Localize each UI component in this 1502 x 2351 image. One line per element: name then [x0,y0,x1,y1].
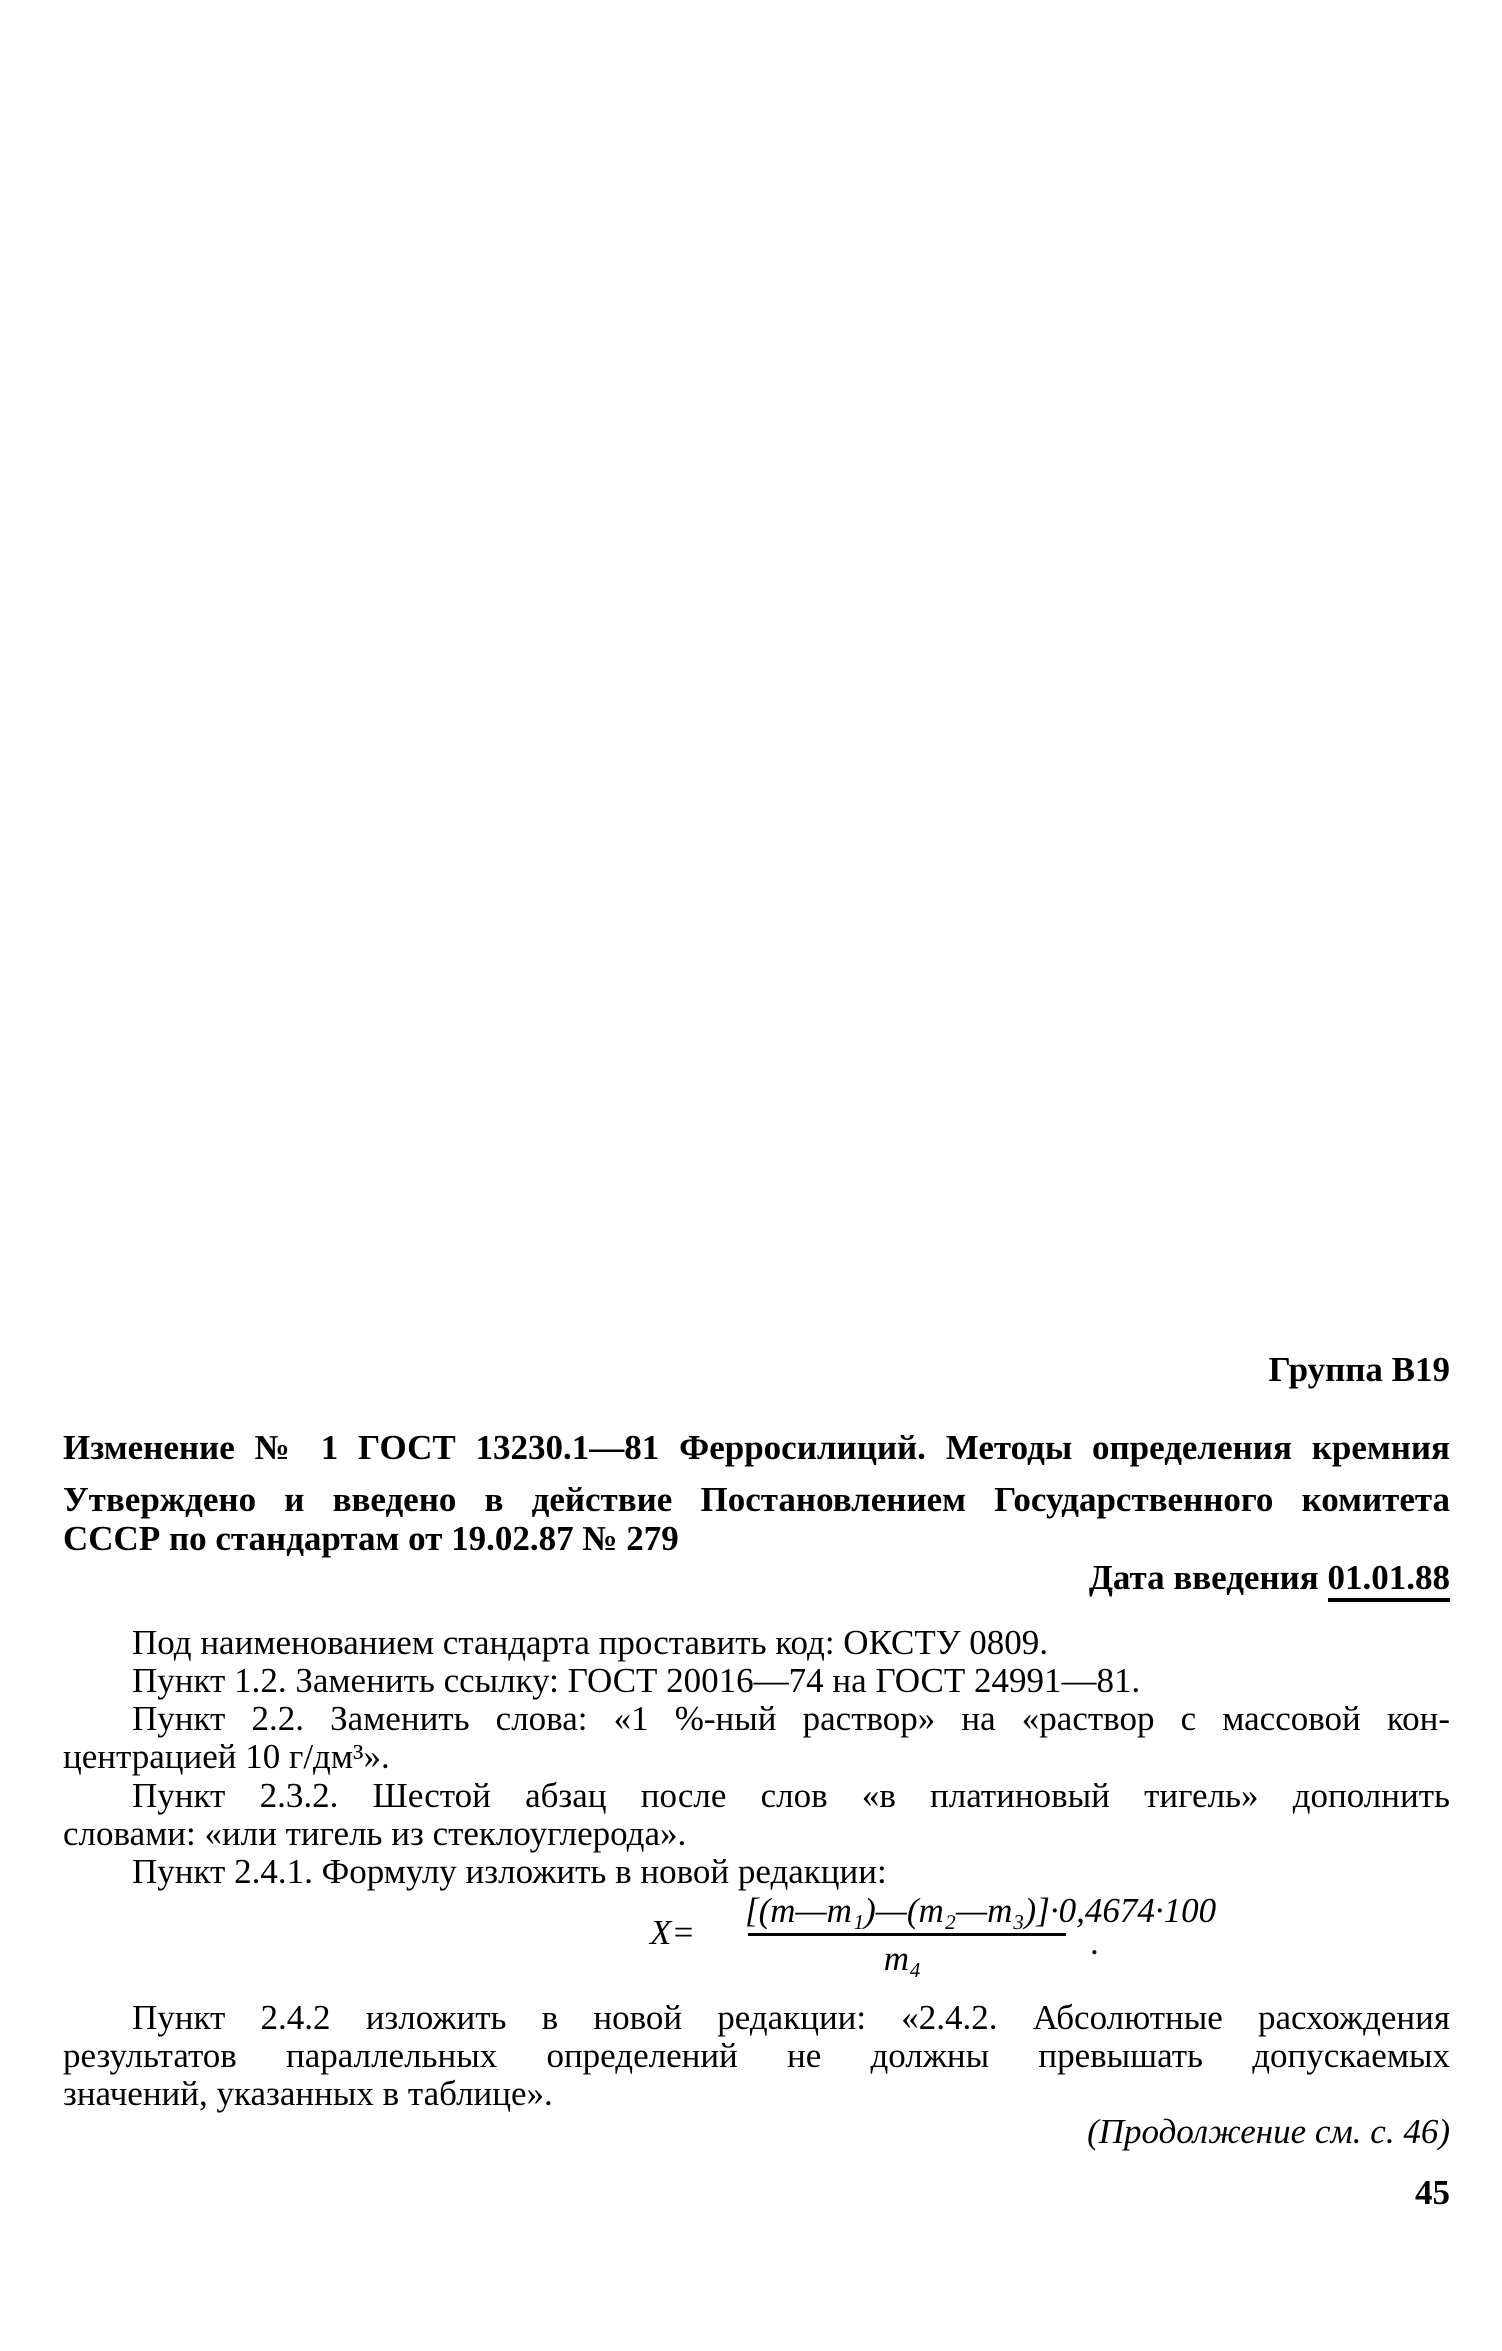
paragraph-2-4-1: Пункт 2.4.1. Формулу изложить в новой редакции: [132,1852,887,1891]
paragraph-2-3-2-line1: Пункт 2.3.2. Шестой абзац после слов «в платиновый тигель» дополнить [132,1776,1450,1815]
formula-lhs: X= [650,1913,695,1952]
date-value: 01.01.88 [1328,1558,1451,1602]
paragraph-2-3-2-line2: словами: «или тигель из стеклоуглерода». [63,1814,687,1853]
paragraph-2-2-line1: Пункт 2.2. Заменить слова: «1 %-ный раствор» на «раствор с массовой кон- [132,1699,1450,1738]
amendment-title: Изменение № 1 ГОСТ 13230.1—81 Ферросилиций. Методы определения кремния [63,1428,1450,1467]
paragraph-okstu: Под наименованием стандарта проставить код: ОКСТУ 0809. [132,1623,1049,1662]
formula-end: . [1090,1923,1099,1962]
page-number: 45 [1415,2173,1450,2212]
continued-note: (Продолжение см. с. 46) [1087,2112,1450,2151]
paragraph-1-2: Пункт 1.2. Заменить ссылку: ГОСТ 20016—74 на ГОСТ 24991—81. [132,1661,1141,1700]
paragraph-2-4-2-line3: значений, указанных в таблице». [63,2074,553,2113]
group-label: Группа В19 [1268,1350,1450,1389]
fraction-bar [748,1933,1066,1936]
approved-line-1: Утверждено и введено в действие Постановлением Государственного комитета [63,1480,1450,1519]
formula-numerator: [(m—m₁)—(m₂—m₃)]·0,4674·100 [745,1891,1217,1930]
paragraph-2-4-2-line1: Пункт 2.4.2 изложить в новой редакции: «2.4.2. Абсолютные расхождения [132,1998,1450,2037]
date-label: Дата введения [1088,1558,1328,1597]
paragraph-2-2-line2: центрацией 10 г/дм³». [63,1737,390,1776]
paragraph-2-4-2-line2: результатов параллельных определений не должны превышать допускаемых [63,2036,1450,2075]
approved-line-2: СССР по стандартам от 19.02.87 № 279 [63,1519,679,1558]
formula-denominator: m₄ [883,1939,922,1978]
effective-date [63,1560,1450,1596]
